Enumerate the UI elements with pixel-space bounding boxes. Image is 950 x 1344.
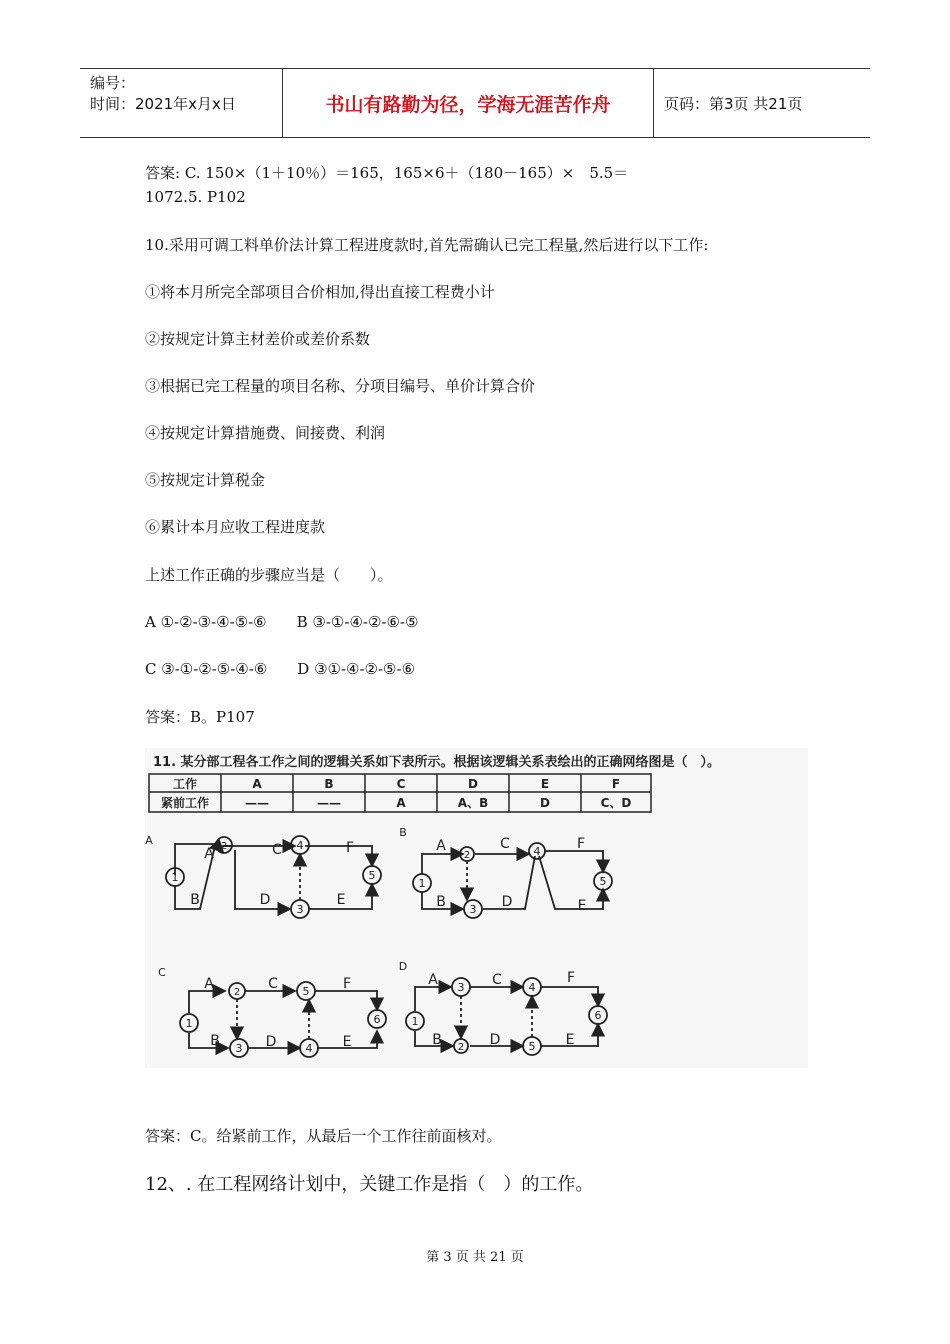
svg-text:4: 4	[533, 845, 541, 858]
table-pred-d: A、B	[457, 796, 489, 810]
q10-item-4: ④按规定计算措施费、间接费、利润	[145, 424, 386, 442]
svg-text:A: A	[204, 976, 214, 992]
svg-text:A: A	[436, 838, 446, 854]
option-letter-a: A	[145, 834, 153, 847]
svg-text:E: E	[565, 1032, 575, 1048]
table-work-a: A	[252, 777, 262, 791]
svg-text:B: B	[190, 892, 200, 908]
svg-text:3: 3	[457, 981, 465, 994]
svg-text:D: D	[259, 892, 271, 908]
svg-text:2: 2	[220, 841, 228, 852]
table-work-d: D	[468, 777, 478, 791]
q10-item-5: ⑤按规定计算税金	[145, 471, 266, 489]
q11-answer: 答案：C。给紧前工作，从最后一个工作往前面核对。	[145, 1127, 502, 1145]
answer9-line2: 1072.5. P102	[145, 188, 246, 206]
table-work-c: C	[396, 777, 406, 791]
header-table	[80, 68, 870, 138]
svg-text:D: D	[501, 894, 513, 910]
svg-text:3: 3	[296, 903, 304, 916]
svg-text:B: B	[432, 1032, 442, 1048]
svg-text:F: F	[566, 970, 576, 986]
svg-text:5: 5	[302, 985, 310, 998]
time-label: 时间：2021年x月x日	[90, 95, 236, 113]
svg-text:C: C	[268, 976, 278, 992]
svg-text:4: 4	[296, 839, 304, 852]
svg-text:B: B	[210, 1033, 220, 1049]
q11-figure-svg	[145, 748, 808, 1068]
table-pred-e: D	[540, 796, 550, 810]
svg-text:3: 3	[469, 903, 477, 916]
svg-text:4: 4	[528, 981, 536, 994]
svg-text:B: B	[436, 894, 446, 910]
svg-text:1: 1	[185, 1017, 193, 1030]
table-work-e: E	[540, 777, 550, 791]
svg-text:6: 6	[594, 1009, 602, 1022]
table-pred-c: A	[396, 796, 406, 810]
network-option-d-labels	[399, 960, 602, 1053]
q10-item-2: ②按规定计算主材差价或差价系数	[145, 330, 371, 348]
option-letter-d: D	[398, 960, 408, 973]
svg-text:5: 5	[528, 1040, 536, 1053]
motto: 书山有路勤为径，学海无涯苦作舟	[282, 69, 654, 137]
svg-text:E: E	[342, 1034, 352, 1050]
svg-text:A: A	[428, 972, 438, 988]
q11-figure	[145, 748, 808, 1068]
q10-options-1: A ①-②-③-④-⑤-⑥ B ③-①-④-②-⑥-⑤	[145, 613, 419, 631]
svg-text:5: 5	[599, 875, 607, 888]
table-pred-a: ——	[245, 796, 269, 810]
svg-text:5: 5	[368, 869, 376, 882]
q10-item-1: ①将本月所完全部项目合价相加,得出直接工程费小计	[145, 283, 495, 301]
svg-text:E: E	[336, 892, 346, 908]
svg-text:2: 2	[457, 1042, 465, 1053]
svg-text:F: F	[345, 840, 355, 856]
option-letter-c: C	[158, 966, 166, 979]
q10-item-6: ⑥累计本月应收工程进度款	[145, 518, 326, 536]
table-row-label-pred: 紧前工作	[160, 796, 210, 810]
q10-answer: 答案：B。P107	[145, 708, 255, 726]
answer9-line1: 答案: C. 150×（1＋10％）＝165，165×6＋（180－165）× 5.5＝	[145, 164, 629, 182]
svg-text:E: E	[577, 898, 587, 914]
svg-text:2: 2	[233, 987, 241, 998]
header-left-cell	[80, 69, 282, 137]
q10-options-2: C ③-①-②-⑤-④-⑥ D ③①-④-②-⑤-⑥	[145, 660, 416, 678]
table-work-f: F	[611, 777, 621, 791]
svg-text:C: C	[272, 842, 282, 858]
svg-text:C: C	[500, 836, 510, 852]
q11-stem: 11. 某分部工程各工作之间的逻辑关系如下表所示。根据该逻辑关系表绘出的正确网络图是（ ）。	[153, 755, 721, 770]
svg-text:C: C	[492, 972, 502, 988]
page-footer: 第 3 页 共 21 页	[426, 1250, 524, 1265]
svg-text:1: 1	[411, 1015, 419, 1028]
svg-text:2: 2	[463, 850, 471, 861]
number-label: 编号：	[90, 74, 136, 92]
table-work-b: B	[324, 777, 334, 791]
svg-text:A: A	[204, 846, 214, 862]
network-option-c-labels	[158, 966, 380, 1055]
svg-text:3: 3	[235, 1042, 243, 1055]
network-option-b-labels	[399, 826, 606, 916]
svg-text:D: D	[265, 1034, 277, 1050]
svg-text:D: D	[489, 1032, 501, 1048]
table-pred-f: C、D	[600, 796, 632, 810]
svg-text:4: 4	[305, 1042, 313, 1055]
option-letter-b: B	[399, 826, 407, 839]
svg-text:1: 1	[171, 871, 179, 884]
svg-text:F: F	[576, 836, 586, 852]
q12-stem: 12、. 在工程网络计划中，关键工作是指（ ）的工作。	[145, 1174, 594, 1195]
svg-text:6: 6	[373, 1013, 381, 1026]
table-pred-b: ——	[317, 796, 341, 810]
q10-item-3: ③根据已完工程量的项目名称、分项目编号、单价计算合价	[145, 377, 536, 395]
q10-prompt: 上述工作正确的步骤应当是（ ）。	[145, 566, 393, 584]
table-row-label-work: 工作	[172, 777, 198, 791]
page-label: 页码：第3页 共21页	[664, 94, 803, 113]
q10-stem: 10.采用可调工料单价法计算工程进度款时,首先需确认已完工程量,然后进行以下工作:	[145, 236, 709, 254]
svg-text:1: 1	[418, 877, 426, 890]
svg-text:F: F	[342, 976, 352, 992]
